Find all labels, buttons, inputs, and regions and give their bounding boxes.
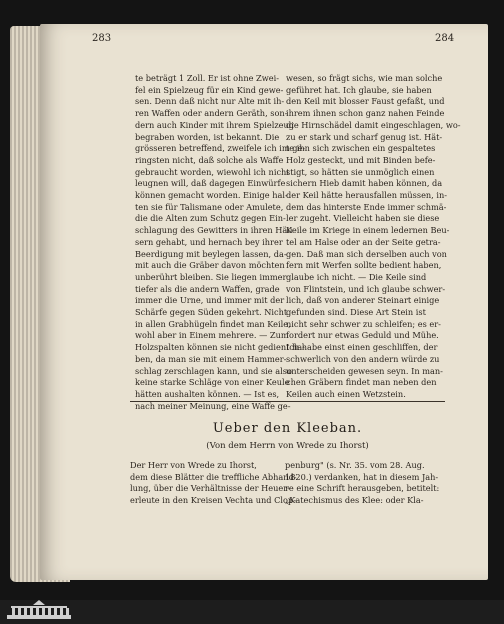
text-line: stigt, so hätten sie unmöglich einen [286,166,435,177]
text-line: dem diese Blätter die treffliche Abhand- [130,471,297,482]
text-line: fordert nur etwas Geduld und Mühe. [286,330,439,341]
right-text-column [286,73,461,401]
text-line: können gemacht worden. Einige hal- [135,190,288,201]
text-line: von Flintstein, und ich glaube schwer- [286,283,446,294]
text-line: grösseren betreffend, zweifele ich im ge- [135,143,306,154]
text-line: mit auch die Gräber davon möchten [135,260,285,271]
text-line: glaube ich nicht. — Die Keile sind [286,271,427,282]
text-line: der Keil hätte herausfallen müssen, in- [286,190,448,201]
text-line: Holz gesteckt, und mit Binden befe- [286,154,436,165]
text-line: die die Alten zum Schutz gegen Ein- [135,213,286,224]
article-heading: Ueber den Kleeban. [212,421,363,436]
text-line: sichern Hieb damit haben können, da [286,178,443,189]
text-line: fel ein Spielzeug für ein Kind gewe- [135,84,284,95]
text-line: Beerdigung mit beylegen lassen, da- [135,248,287,259]
text-line: sern gehabt, und hernach bey ihrer [135,236,283,247]
text-line: unberührt bleiben. Sie liegen immer [135,271,287,282]
text-line: tiefer als die andern Waffen, grade [135,283,280,294]
text-line: ler zugeht. Vielleicht haben sie diese [286,213,440,224]
text-line: nach meiner Meinung, eine Waffe ge- [135,400,291,411]
text-line: lich, daß von anderer Steinart einige [286,295,440,306]
text-line: sen. Denn daß nicht nur Alte mit ih- [135,96,285,107]
text-line: begraben worden, ist bekannt. Die [135,131,280,142]
text-line: die Hirnschädel damit eingeschlagen, wo- [286,119,461,130]
text-line: den Keil mit blosser Faust gefaßt, und [286,96,445,107]
text-line: ihrem ihnen schon ganz nahen Feinde [286,108,445,119]
text-line: chen Gräbern findet man neben den [286,377,437,388]
text-line: tel am Halse oder an der Seite getra- [286,236,441,247]
text-line: 1820.) verdanken, hat in diesem Jah- [285,471,439,482]
bottom-left-text-column [130,460,297,507]
article-byline: (Von dem Herrn von Wrede zu Ihorst) [206,441,369,451]
text-line: zu er stark und scharf genug ist. Hät- [286,131,443,142]
library-building-icon [5,597,73,621]
text-line: Holzspalten können sie nicht gedient ha- [135,342,305,353]
text-line: te ihn sich zwischen ein gespaltetes [286,143,436,154]
page-number-left: 283 [92,33,112,44]
text-line: in allen Grabhügeln findet man Keile, [135,318,291,329]
text-line: dem das hinterste Ende immer schmä- [286,201,447,212]
text-line: ren Waffen oder andern Geräth, son- [135,108,288,119]
text-line: unterscheiden gewesen seyn. In man- [286,365,443,376]
text-line: ringsten nicht, daß solche als Waffe [135,154,284,165]
text-line: schlagung des Gewitters in ihren Häu- [135,225,296,236]
text-line: penburg" (s. Nr. 35. vom 28. Aug. [285,460,425,470]
text-line: Keilen auch einen Wetzstein. [286,388,406,399]
section-rule [130,401,445,402]
text-line: Keile im Kriege in einem ledernen Beu- [286,225,450,236]
text-line: Der Herr von Wrede zu Ihorst, [130,460,257,470]
text-line: gefunden sind. Diese Art Stein ist [286,307,426,318]
text-line: wohl aber in Einem mehrere. — Zum [135,330,289,341]
text-line: gen. Daß man sich derselben auch von [286,248,447,259]
text-line: fern mit Werfen sollte bedient haben, [286,260,442,271]
text-line: ten sie für Talismane oder Amulete, [135,201,284,212]
text-line: schlag zerschlagen kann, und sie also [135,365,292,376]
text-line: immer die Urne, und immer mit der [135,295,285,306]
text-line: schwerlich von den andern würde zu [286,353,440,364]
text-line: leugnen will, daß dagegen Einwürfe [135,178,286,189]
page-number-right: 284 [435,33,455,44]
text-line: nicht sehr schwer zu schleifen; es er- [286,318,441,329]
text-line: Ich habe einst einen geschliffen, der [286,342,438,353]
text-line: „Katechismus des Klee: oder Kla- [285,495,424,506]
text-line: Schärfe gegen Süden gekehrt. Nicht [135,307,288,318]
text-line: hätten aushalten können. — Ist es, [135,388,280,399]
text-line: keine starke Schläge von einer Keule [135,377,290,388]
text-line: ben, da man sie mit einem Hammer- [135,353,287,364]
text-line: lung, über die Verhältnisse der Heuer- [130,483,290,494]
text-line: erleute in den Kreisen Vechta und Clop- [130,495,296,506]
bottom-right-text-column [285,460,445,507]
text-line: wesen, so frägt sichs, wie man solche [286,73,443,83]
text-line: dern auch Kinder mit ihrem Spielzeug [135,119,295,130]
left-text-column [135,73,306,412]
footer-bar [0,600,504,624]
text-line: gebraucht worden, wiewohl ich nicht [135,166,290,177]
text-line: geführet hat. Ich glaube, sie haben [286,84,432,95]
text-line: re eine Schrift herausgeben, betitelt: [285,483,440,494]
text-line: te beträgt 1 Zoll. Er ist ohne Zwei- [135,73,279,83]
